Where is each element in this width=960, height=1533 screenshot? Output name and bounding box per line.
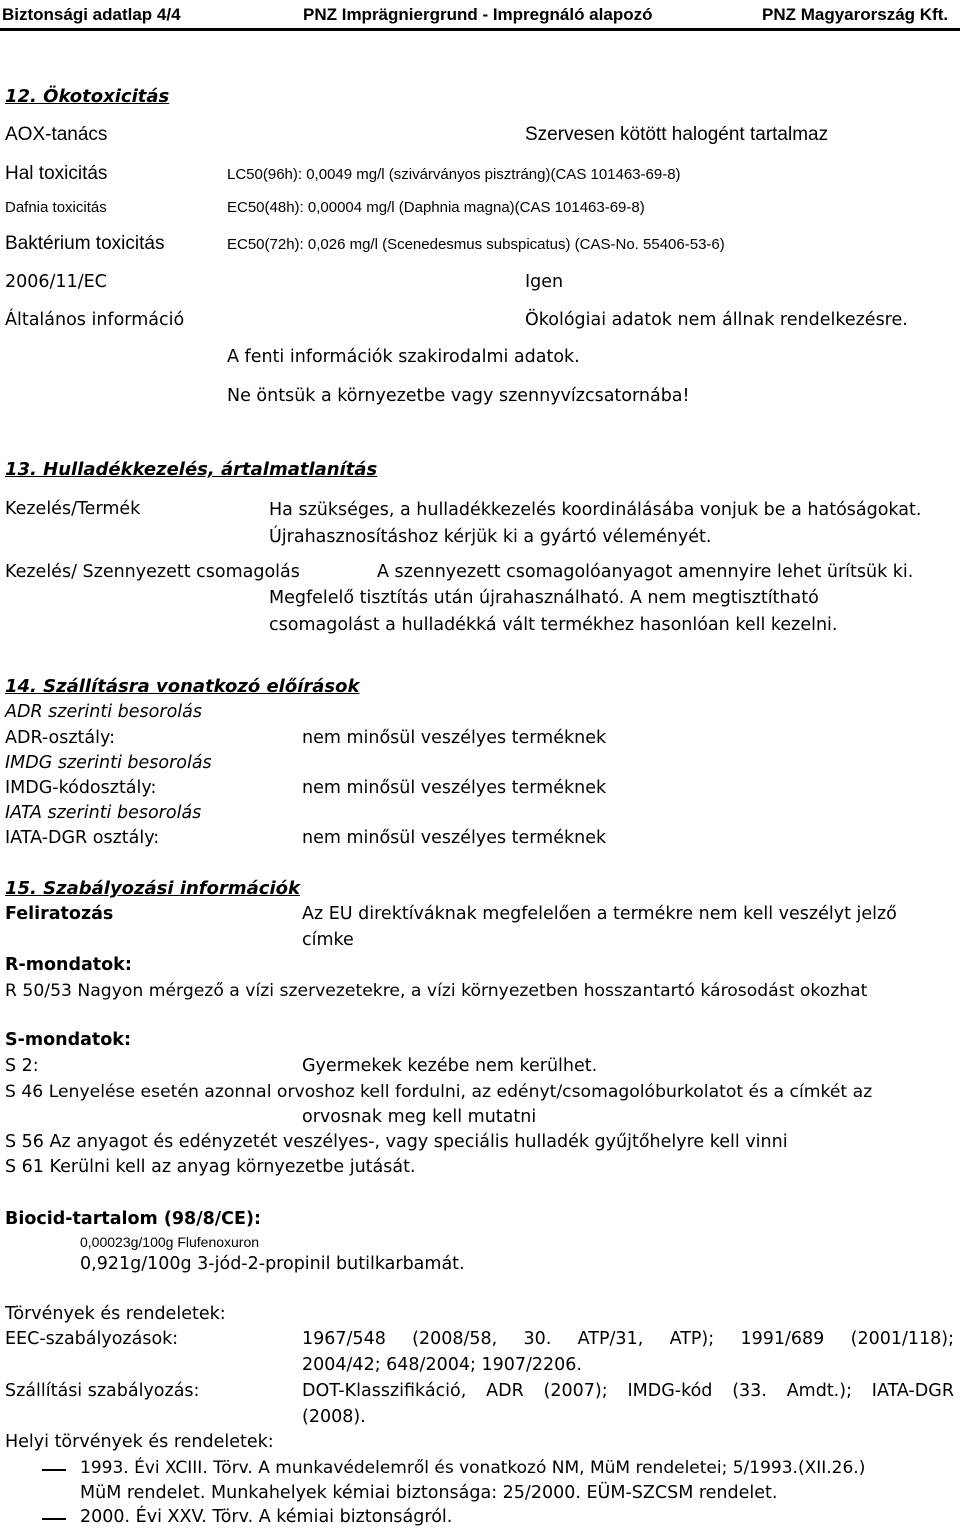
s56-phrase: S 56 Az anyagot és edényzetét veszélyes-, vagy speciális hulladék gyűjtőhelyre kell vinni: [5, 1132, 788, 1152]
local-law-1993-line-1: 1993. Évi XCIII. Törv. A munkavédelemről és vonatkozó NM, MüM rendeletei; 5/1993.(XII.26.): [80, 1458, 866, 1478]
s2-text: Gyermekek kezébe nem kerülhet.: [302, 1056, 598, 1076]
section-14-title: 14. Szállításra vonatkozó előírások: [5, 676, 360, 697]
eec-label: EEC-szabályozások:: [5, 1329, 179, 1349]
literature-note: A fenti információk szakirodalmi adatok.: [227, 347, 580, 367]
header-left: Biztonsági adatlap 4/4: [2, 5, 181, 24]
product-disposal-label: Kezelés/Termék: [5, 499, 141, 519]
list-dash-icon: [42, 1518, 66, 1520]
s46-line-1: S 46 Lenyelése esetén azonnal orvoshoz kell fordulni, az edényt/csomagolóburkolatot és a címkét az: [5, 1082, 873, 1102]
daphnia-toxicity-value: EC50(48h): 0,00004 mg/l (Daphnia magna)(CAS 101463-69-8): [227, 199, 645, 216]
packaging-disposal-line-1: A szennyezett csomagolóanyagot amennyire lehet ürítsük ki.: [377, 562, 914, 582]
transport-label: Szállítási szabályozás:: [5, 1381, 200, 1401]
general-info-label: Általános információ: [5, 310, 185, 330]
eec-line-1: 1967/548 (2008/58, 30. ATP/31, ATP); 1991/689 (2001/118);: [302, 1329, 954, 1349]
local-law-2000: 2000. Évi XXV. Törv. A kémiai biztonságról.: [80, 1507, 453, 1527]
header-right: PNZ Magyarország Kft.: [762, 5, 949, 24]
s61-phrase: S 61 Kerülni kell az anyag környezetbe jutását.: [5, 1157, 416, 1177]
biocide-flufenoxuron: 0,00023g/100g Flufenoxuron: [80, 1234, 260, 1250]
labeling-line-1: Az EU direktíváknak megfelelően a termékre nem kell veszélyt jelző: [302, 904, 897, 924]
ec-directive-value: Igen: [525, 272, 564, 292]
bacteria-toxicity-value: EC50(72h): 0,026 mg/l (Scenedesmus subspicatus) (CAS-No. 55406-53-6): [227, 236, 725, 253]
r-phrase-50-53: R 50/53 Nagyon mérgező a vízi szervezetekre, a vízi környezetben hosszantartó károsodást okozhat: [5, 981, 868, 1001]
packaging-disposal-line-2: Megfelelő tisztítás után újrahasználható. A nem megtisztítható: [269, 588, 819, 608]
packaging-disposal-line-3: csomagolást a hulladékká vált termékhez hasonlóan kell kezelni.: [269, 615, 838, 635]
aox-value: Szervesen kötött halogént tartalmaz: [525, 124, 829, 145]
adr-heading: ADR szerinti besorolás: [5, 702, 202, 722]
product-disposal-line-2: Újrahasznosításhoz kérjük ki a gyártó véleményét.: [269, 527, 712, 547]
page-header: [0, 0, 960, 31]
transport-line-1: DOT-Klasszifikáció, ADR (2007); IMDG-kód (33. Amdt.); IATA-DGR: [302, 1381, 954, 1401]
local-laws-heading: Helyi törvények és rendeletek:: [5, 1432, 274, 1452]
imdg-class-value: nem minősül veszélyes terméknek: [302, 778, 607, 798]
bacteria-toxicity-label: Baktérium toxicitás: [5, 233, 165, 254]
labeling-line-2: címke: [302, 930, 354, 950]
s46-line-2: orvosnak meg kell mutatni: [302, 1107, 537, 1127]
ec-directive-label: 2006/11/EC: [5, 272, 107, 292]
iata-heading: IATA szerinti besorolás: [5, 803, 202, 823]
biocide-ipbc: 0,921g/100g 3-jód-2-propinil butilkarbamát.: [80, 1254, 465, 1274]
header-center: PNZ Imprägniergrund - Impregnáló alapozó: [303, 5, 653, 24]
list-dash-icon: [42, 1469, 66, 1471]
s2-code: S 2:: [5, 1056, 39, 1076]
general-info-value: Ökológiai adatok nem állnak rendelkezésre.: [525, 310, 908, 330]
eec-line-2: 2004/42; 648/2004; 1907/2206.: [302, 1355, 582, 1375]
local-law-1993-line-2: MüM rendelet. Munkahelyek kémiai biztonsága: 25/2000. EÜM-SZCSM rendelet.: [80, 1483, 778, 1503]
daphnia-toxicity-label: Dafnia toxicitás: [5, 199, 107, 216]
section-13-title: 13. Hulladékkezelés, ártalmatlanítás: [5, 459, 378, 480]
adr-class-label: ADR-osztály:: [5, 728, 115, 748]
product-disposal-line-1: Ha szükséges, a hulladékkezelés koordinálásába vonjuk be a hatóságokat.: [269, 500, 922, 520]
transport-line-2: (2008).: [302, 1407, 366, 1427]
s-phrases-heading: S-mondatok:: [5, 1030, 131, 1050]
aox-label: AOX-tanács: [5, 124, 108, 145]
fish-toxicity-label: Hal toxicitás: [5, 163, 108, 184]
imdg-heading: IMDG szerinti besorolás: [5, 753, 212, 773]
fish-toxicity-value: LC50(96h): 0,0049 mg/l (szivárványos pisztráng)(CAS 101463-69-8): [227, 166, 681, 183]
section-12-title: 12. Ökotoxicitás: [5, 86, 170, 107]
imdg-class-label: IMDG-kódosztály:: [5, 778, 157, 798]
packaging-disposal-label: Kezelés/ Szennyezett csomagolás: [5, 562, 300, 582]
biocide-heading: Biocid-tartalom (98/8/CE):: [5, 1209, 261, 1229]
labeling-heading: Feliratozás: [5, 904, 114, 924]
section-15-title: 15. Szabályozási információk: [5, 878, 300, 899]
r-phrases-heading: R-mondatok:: [5, 955, 132, 975]
laws-heading: Törvények és rendeletek:: [5, 1304, 226, 1324]
iata-class-label: IATA-DGR osztály:: [5, 828, 160, 848]
adr-class-value: nem minősül veszélyes terméknek: [302, 728, 607, 748]
environment-warning: Ne öntsük a környezetbe vagy szennyvízcsatornába!: [227, 386, 690, 406]
iata-class-value: nem minősül veszélyes terméknek: [302, 828, 607, 848]
